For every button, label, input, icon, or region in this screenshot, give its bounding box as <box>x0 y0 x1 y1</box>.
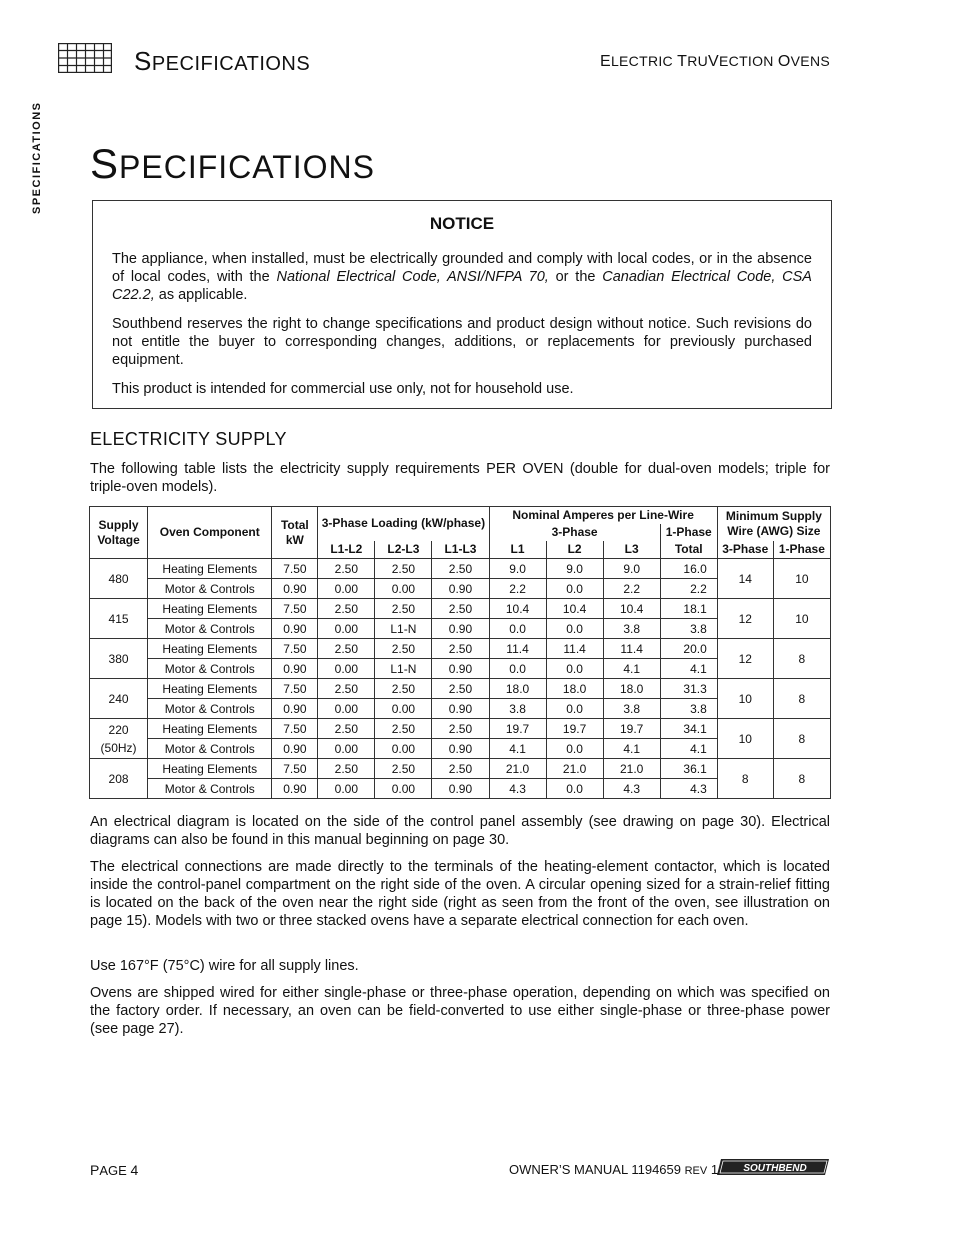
header-product-title: ELECTRIC TRUVECTION OVENS <box>599 53 830 70</box>
cell-l1-l3: 2.50 <box>432 599 489 619</box>
cell-l2-l3: 2.50 <box>375 599 432 619</box>
cell-total-kw: 0.90 <box>272 659 318 679</box>
cell-amp-l2: 11.4 <box>546 639 603 659</box>
cell-l1-l3: 2.50 <box>432 679 489 699</box>
cell-l2-l3: 2.50 <box>375 639 432 659</box>
paragraph-phase: Ovens are shipped wired for either single-phase or three-phase operation, depending on which was specified on the factory order. If necessary, an oven can be field-converted to use either single-phase or three-phase power (see page 27). <box>90 985 830 1037</box>
voltage-value: 415 <box>108 611 129 626</box>
cell-component: Motor & Controls <box>148 739 272 759</box>
cell-amp-l3: 2.2 <box>603 579 660 599</box>
cell-l1-l2: 2.50 <box>318 599 375 619</box>
cell-l1-l2: 2.50 <box>318 639 375 659</box>
cell-l2-l3: 2.50 <box>375 559 432 579</box>
cell-amp-total: 3.8 <box>660 619 717 639</box>
cell-awg-3-phase: 10 <box>717 679 773 719</box>
side-section-label: SPECIFICATIONS <box>31 101 43 214</box>
cell-amp-total: 20.0 <box>660 639 717 659</box>
header-supply-voltage: Supply Voltage <box>90 507 148 559</box>
cell-l1-l2: 2.50 <box>318 759 375 779</box>
table-row <box>90 679 831 699</box>
cell-awg-1-phase: 8 <box>773 759 830 799</box>
cell-l2-l3: 0.00 <box>375 579 432 599</box>
cell-amp-l1: 11.4 <box>489 639 546 659</box>
cell-component: Heating Elements <box>148 719 272 739</box>
cell-l1-l3: 0.90 <box>432 619 489 639</box>
cell-awg-1-phase: 10 <box>773 599 830 639</box>
cell-amp-total: 4.1 <box>660 739 717 759</box>
cell-amp-total: 36.1 <box>660 759 717 779</box>
cell-l2-l3: L1-N <box>375 659 432 679</box>
cell-l1-l3: 0.90 <box>432 659 489 679</box>
cell-amp-l3: 10.4 <box>603 599 660 619</box>
cell-amp-l1: 21.0 <box>489 759 546 779</box>
cell-amp-l2: 0.0 <box>546 659 603 679</box>
cell-supply-voltage <box>90 679 148 719</box>
header-section-title: SPECIFICATIONS <box>134 46 311 76</box>
header-loading: 3-Phase Loading (kW/phase) <box>318 507 489 541</box>
cell-supply-voltage <box>90 759 148 799</box>
header-total-kw: Total kW <box>272 507 318 559</box>
cell-component: Heating Elements <box>148 639 272 659</box>
table-row <box>90 559 831 579</box>
cell-awg-1-phase: 8 <box>773 639 830 679</box>
cell-component: Heating Elements <box>148 599 272 619</box>
paragraph-wire-rating: Use 167°F (75°C) wire for all supply lines. <box>90 958 359 974</box>
cell-amp-l2: 18.0 <box>546 679 603 699</box>
cell-component: Heating Elements <box>148 759 272 779</box>
cell-l1-l2: 0.00 <box>318 619 375 639</box>
header-total: Total <box>660 541 717 559</box>
header-awg-1-phase: 1-Phase <box>773 541 830 559</box>
header-one-phase: 1-Phase <box>660 524 717 541</box>
table-row <box>90 599 831 619</box>
cell-awg-1-phase: 10 <box>773 559 830 599</box>
cell-l1-l3: 0.90 <box>432 739 489 759</box>
cell-l1-l3: 0.90 <box>432 579 489 599</box>
table-row <box>90 639 831 659</box>
cell-component: Motor & Controls <box>148 779 272 799</box>
electricity-table <box>89 506 831 799</box>
cell-l2-l3: 2.50 <box>375 759 432 779</box>
section-heading-electricity: ELECTRICITY SUPPLY <box>90 429 287 449</box>
voltage-value: 220 <box>108 722 129 737</box>
cell-amp-l3: 4.1 <box>603 739 660 759</box>
cell-awg-3-phase: 12 <box>717 639 773 679</box>
cell-amp-l1: 18.0 <box>489 679 546 699</box>
cell-amp-l2: 0.0 <box>546 579 603 599</box>
cell-amp-l2: 0.0 <box>546 619 603 639</box>
notice-heading: NOTICE <box>429 214 495 233</box>
header-l2: L2 <box>546 541 603 559</box>
voltage-value: 380 <box>108 651 129 666</box>
cell-l1-l2: 0.00 <box>318 699 375 719</box>
cell-component: Motor & Controls <box>148 579 272 599</box>
cell-total-kw: 0.90 <box>272 579 318 599</box>
cell-amp-l2: 0.0 <box>546 779 603 799</box>
southbend-logo <box>715 1158 831 1176</box>
cell-amp-total: 16.0 <box>660 559 717 579</box>
header-l3: L3 <box>603 541 660 559</box>
cell-amp-total: 3.8 <box>660 699 717 719</box>
cell-amp-total: 2.2 <box>660 579 717 599</box>
cell-amp-l3: 9.0 <box>603 559 660 579</box>
cell-amp-l1: 4.3 <box>489 779 546 799</box>
cell-amp-l3: 4.1 <box>603 659 660 679</box>
cell-l1-l2: 0.00 <box>318 659 375 679</box>
header-awg-3-phase: 3-Phase <box>717 541 773 559</box>
cell-total-kw: 7.50 <box>272 679 318 699</box>
header-oven-component: Oven Component <box>148 507 272 559</box>
cell-amp-l3: 3.8 <box>603 699 660 719</box>
cell-l1-l3: 2.50 <box>432 559 489 579</box>
cell-l1-l2: 0.00 <box>318 779 375 799</box>
footer-page-number: PAGE 4 <box>90 1162 139 1178</box>
cell-total-kw: 0.90 <box>272 779 318 799</box>
paragraph-diagram: An electrical diagram is located on the side of the control panel assembly (see drawing on page 30). Electrical diagrams can also be found in this manual beginning on page 30. <box>90 814 830 848</box>
cell-amp-l3: 11.4 <box>603 639 660 659</box>
cell-total-kw: 0.90 <box>272 739 318 759</box>
cell-l2-l3: 0.00 <box>375 699 432 719</box>
voltage-frequency: (50Hz) <box>100 740 137 755</box>
notice-paragraph-rights: Southbend reserves the right to change specifications and product design without notice. Such revisions do not entitle the buyer to corresponding changes, additions, or replacements for previously purchased equipment. <box>112 316 812 368</box>
cell-amp-l3: 4.3 <box>603 779 660 799</box>
voltage-value: 208 <box>108 771 129 786</box>
notice-paragraph-commercial: This product is intended for commercial use only, not for household use. <box>112 381 574 397</box>
cell-amp-l2: 0.0 <box>546 739 603 759</box>
cell-total-kw: 0.90 <box>272 619 318 639</box>
cell-amp-l1: 2.2 <box>489 579 546 599</box>
cell-awg-3-phase: 10 <box>717 719 773 759</box>
cell-amp-total: 31.3 <box>660 679 717 699</box>
cell-awg-3-phase: 14 <box>717 559 773 599</box>
cell-total-kw: 7.50 <box>272 559 318 579</box>
cell-l2-l3: L1-N <box>375 619 432 639</box>
cell-component: Heating Elements <box>148 559 272 579</box>
notice-paragraph-grounding: The appliance, when installed, must be electrically grounded and comply with local codes, or in the absence of local codes, with the National Electrical Code, ANSI/NFPA 70, or the Canadian Electrical Code, CSA C22.2, as applicable. <box>112 251 812 303</box>
cell-total-kw: 7.50 <box>272 639 318 659</box>
header-nominal-amperes: Nominal Amperes per Line-Wire <box>489 507 717 524</box>
notice-box <box>92 200 832 409</box>
cell-component: Heating Elements <box>148 679 272 699</box>
electricity-intro: The following table lists the electricity supply requirements PER OVEN (double for dual-oven models; triple for triple-oven models). <box>90 461 830 495</box>
cell-l1-l3: 0.90 <box>432 699 489 719</box>
cell-l1-l3: 0.90 <box>432 779 489 799</box>
cell-l2-l3: 2.50 <box>375 679 432 699</box>
cell-amp-l1: 0.0 <box>489 659 546 679</box>
cell-amp-total: 18.1 <box>660 599 717 619</box>
cell-component: Motor & Controls <box>148 659 272 679</box>
table-row <box>90 719 831 739</box>
cell-supply-voltage <box>90 719 148 759</box>
header-min-supply-wire: Minimum Supply Wire (AWG) Size <box>717 507 830 541</box>
cell-amp-l2: 9.0 <box>546 559 603 579</box>
grid-icon <box>58 43 112 73</box>
header-l1-l3: L1-L3 <box>432 541 489 559</box>
svg-text:SOUTHBEND: SOUTHBEND <box>743 1163 807 1174</box>
cell-total-kw: 0.90 <box>272 699 318 719</box>
header-l1-l2: L1-L2 <box>318 541 375 559</box>
cell-amp-l2: 10.4 <box>546 599 603 619</box>
cell-awg-1-phase: 8 <box>773 679 830 719</box>
cell-l2-l3: 2.50 <box>375 719 432 739</box>
cell-l1-l2: 0.00 <box>318 739 375 759</box>
voltage-value: 480 <box>108 571 129 586</box>
cell-awg-3-phase: 12 <box>717 599 773 639</box>
cell-amp-l3: 18.0 <box>603 679 660 699</box>
cell-l2-l3: 0.00 <box>375 779 432 799</box>
cell-l1-l2: 2.50 <box>318 719 375 739</box>
cell-l1-l3: 2.50 <box>432 639 489 659</box>
cell-amp-l1: 9.0 <box>489 559 546 579</box>
cell-l1-l2: 2.50 <box>318 559 375 579</box>
cell-amp-l1: 4.1 <box>489 739 546 759</box>
cell-amp-l1: 3.8 <box>489 699 546 719</box>
cell-awg-1-phase: 8 <box>773 719 830 759</box>
footer-manual-ref: OWNER’S MANUAL 1194659 REV 1 <box>509 1162 719 1177</box>
cell-l1-l2: 2.50 <box>318 679 375 699</box>
header-l2-l3: L2-L3 <box>375 541 432 559</box>
header-three-phase: 3-Phase <box>489 524 660 541</box>
cell-component: Motor & Controls <box>148 619 272 639</box>
cell-supply-voltage <box>90 639 148 679</box>
cell-amp-l3: 21.0 <box>603 759 660 779</box>
cell-l1-l3: 2.50 <box>432 719 489 739</box>
cell-amp-l1: 19.7 <box>489 719 546 739</box>
cell-amp-l3: 3.8 <box>603 619 660 639</box>
cell-amp-l2: 21.0 <box>546 759 603 779</box>
table-row <box>90 759 831 779</box>
cell-amp-l2: 19.7 <box>546 719 603 739</box>
cell-amp-l1: 10.4 <box>489 599 546 619</box>
cell-total-kw: 7.50 <box>272 599 318 619</box>
cell-amp-l3: 19.7 <box>603 719 660 739</box>
cell-total-kw: 7.50 <box>272 759 318 779</box>
cell-supply-voltage <box>90 599 148 639</box>
cell-amp-total: 4.3 <box>660 779 717 799</box>
cell-amp-l1: 0.0 <box>489 619 546 639</box>
cell-l1-l2: 0.00 <box>318 579 375 599</box>
table-body <box>90 559 831 799</box>
page-title: SPECIFICATIONS <box>90 140 375 187</box>
cell-l2-l3: 0.00 <box>375 739 432 759</box>
paragraph-connections: The electrical connections are made directly to the terminals of the heating-element contactor, which is located inside the control-panel compartment on the right side of the oven. A circular opening sized for a strain-relief fitting is located on the back of the oven near the right side (right as seen from the front of the oven, see illustration on page 15). Models with two or three stacked ovens have a separate electrical connection for each oven. <box>90 859 830 929</box>
cell-amp-total: 4.1 <box>660 659 717 679</box>
header-l1: L1 <box>489 541 546 559</box>
cell-awg-3-phase: 8 <box>717 759 773 799</box>
cell-component: Motor & Controls <box>148 699 272 719</box>
cell-amp-total: 34.1 <box>660 719 717 739</box>
cell-total-kw: 7.50 <box>272 719 318 739</box>
cell-l1-l3: 2.50 <box>432 759 489 779</box>
cell-amp-l2: 0.0 <box>546 699 603 719</box>
cell-supply-voltage <box>90 559 148 599</box>
voltage-value: 240 <box>108 691 129 706</box>
